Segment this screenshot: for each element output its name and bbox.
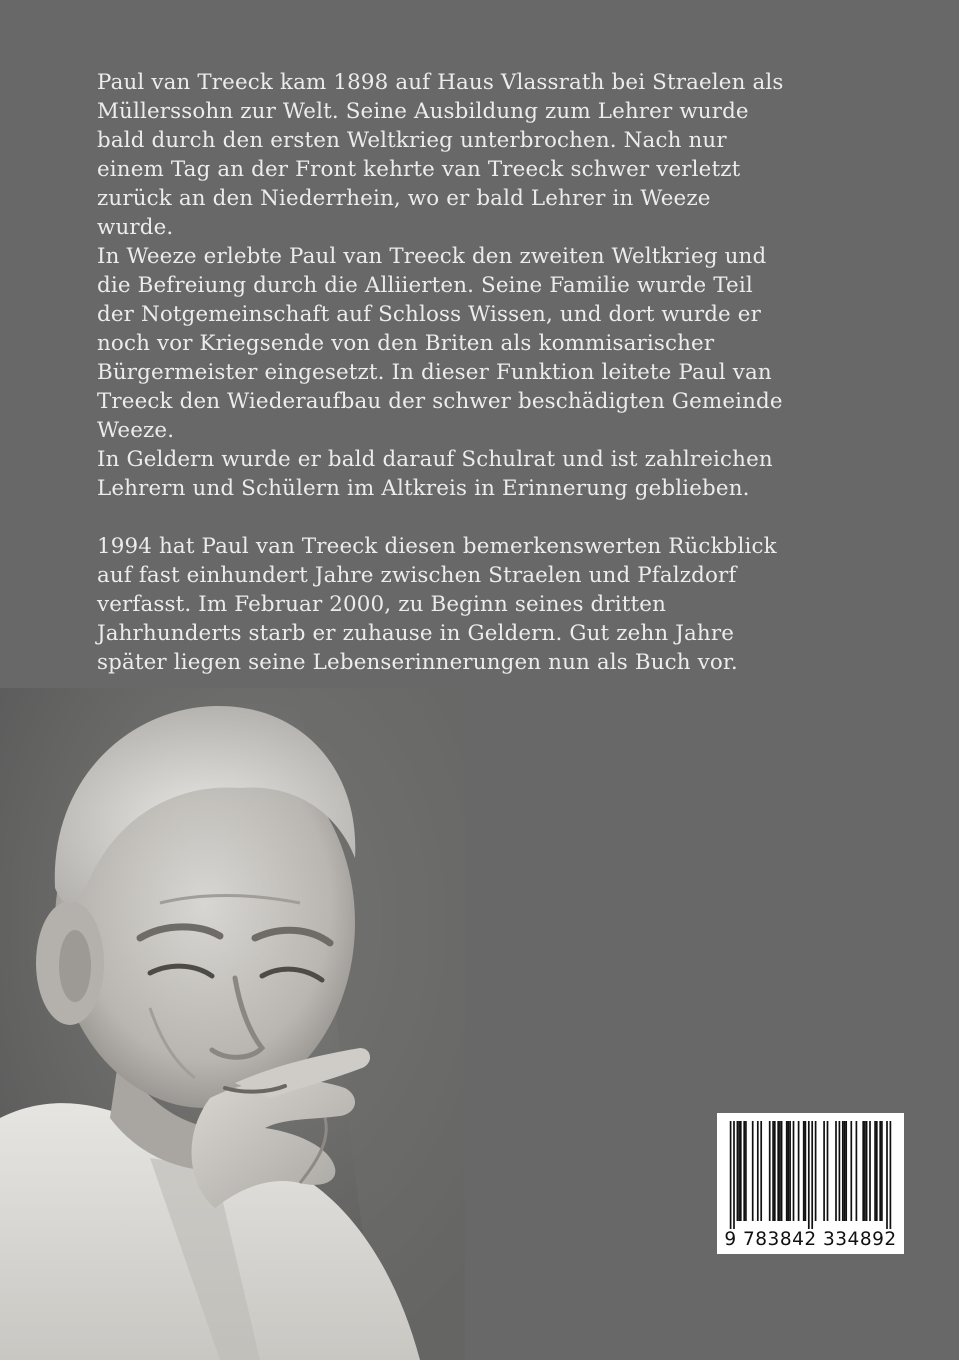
barcode-bar <box>823 1121 825 1221</box>
barcode-bar <box>815 1121 817 1221</box>
barcode-bar <box>881 1121 883 1221</box>
text-line: Paul van Treeck kam 1898 auf Haus Vlassrath bei Straelen als <box>97 70 784 95</box>
barcode-bar <box>793 1121 795 1221</box>
barcode-bar <box>788 1121 790 1221</box>
text-line: Müllerssohn zur Welt. Seine Ausbildung zum Lehrer wurde <box>97 99 749 124</box>
barcode-bar <box>769 1121 771 1221</box>
barcode-bar <box>869 1121 871 1221</box>
barcode-bar <box>842 1121 844 1221</box>
text-line: In Weeze erlebte Paul van Treeck den zweiten Weltkrieg und <box>97 244 767 269</box>
barcode-digits: 9 783842 334892 <box>724 1229 897 1250</box>
paragraph-biography-weeze <box>97 242 897 445</box>
text-line: wurde. <box>97 215 174 240</box>
barcode-bar <box>757 1121 759 1221</box>
barcode-bar <box>879 1121 881 1221</box>
barcode-bar <box>827 1121 829 1221</box>
text-line: Weeze. <box>97 418 175 443</box>
barcode-bar <box>733 1121 735 1229</box>
portrait-illustration <box>0 688 465 1360</box>
text-line: bald durch den ersten Weltkrieg unterbrochen. Nach nur <box>97 128 727 153</box>
paragraph-biography-geldern <box>97 445 897 503</box>
paragraph-gap <box>97 503 897 532</box>
barcode-bar <box>808 1121 810 1229</box>
barcode-bar <box>803 1121 805 1221</box>
author-portrait-photo <box>0 688 465 1360</box>
barcode-bar <box>845 1121 847 1221</box>
text-line: verfasst. Im Februar 2000, zu Beginn seines dritten <box>97 592 666 617</box>
barcode-bars <box>717 1113 904 1229</box>
text-line: 1994 hat Paul van Treeck diesen bemerkenswerten Rückblick <box>97 534 777 559</box>
barcode-bar <box>772 1121 774 1221</box>
text-line: einem Tag an der Front kehrte van Treeck schwer verletzt <box>97 157 741 182</box>
barcode-bar <box>781 1121 783 1221</box>
text-line: Jahrhunderts starb er zuhause in Geldern. Gut zehn Jahre <box>97 621 735 646</box>
barcode-bar <box>862 1121 864 1221</box>
barcode-bar <box>740 1121 742 1221</box>
text-line: später liegen seine Lebenserinnerungen nun als Buch vor. <box>97 650 738 675</box>
text-line: In Geldern wurde er bald darauf Schulrat und ist zahlreichen <box>97 447 773 472</box>
barcode-bar <box>745 1121 747 1221</box>
barcode-bar <box>835 1121 837 1221</box>
text-line: Lehrern und Schülern im Altkreis in Erinnerung geblieben. <box>97 476 750 501</box>
barcode-bar <box>839 1121 841 1221</box>
text-line: die Befreiung durch die Alliierten. Seine Familie wurde Teil <box>97 273 753 298</box>
barcode-bar <box>786 1121 788 1221</box>
barcode-bar <box>886 1121 888 1229</box>
barcode-bar <box>777 1121 779 1221</box>
barcode-bar <box>874 1121 876 1221</box>
barcode-bar <box>850 1121 852 1221</box>
barcode-bar <box>738 1121 740 1221</box>
text-line: auf fast einhundert Jahre zwischen Straelen und Pfalzdorf <box>97 563 737 588</box>
text-line: zurück an den Niederrhein, wo er bald Lehrer in Weeze <box>97 186 711 211</box>
barcode-bar <box>737 1121 739 1221</box>
barcode-bar <box>811 1121 813 1229</box>
barcode-bar <box>779 1121 781 1221</box>
barcode-bar <box>864 1121 866 1221</box>
text-line: noch vor Kriegsende von den Briten als kommisarischer <box>97 331 715 356</box>
barcode-bar <box>798 1121 800 1221</box>
barcode-bar <box>730 1121 732 1229</box>
paragraph-book-note <box>97 532 897 677</box>
barcode-bar <box>856 1121 858 1221</box>
text-line: der Notgemeinschaft auf Schloss Wissen, und dort wurde er <box>97 302 761 327</box>
barcode-bar <box>876 1121 878 1221</box>
barcode-bar <box>752 1121 754 1221</box>
barcode-bar <box>866 1121 868 1221</box>
barcode-bar <box>805 1121 807 1221</box>
isbn-barcode <box>717 1113 904 1254</box>
barcode-bar <box>760 1121 762 1221</box>
barcode-bar <box>844 1121 846 1221</box>
text-line: Treeck den Wiederaufbau der schwer beschädigten Gemeinde <box>97 389 783 414</box>
back-cover-text <box>97 68 897 677</box>
barcode-bar <box>789 1121 791 1221</box>
paragraph-biography-early <box>97 68 897 242</box>
barcode-bar <box>743 1121 745 1221</box>
barcode-bar <box>774 1121 776 1221</box>
barcode-bar <box>890 1121 892 1229</box>
text-line: Bürgermeister eingesetzt. In dieser Funktion leitete Paul van <box>97 360 772 385</box>
